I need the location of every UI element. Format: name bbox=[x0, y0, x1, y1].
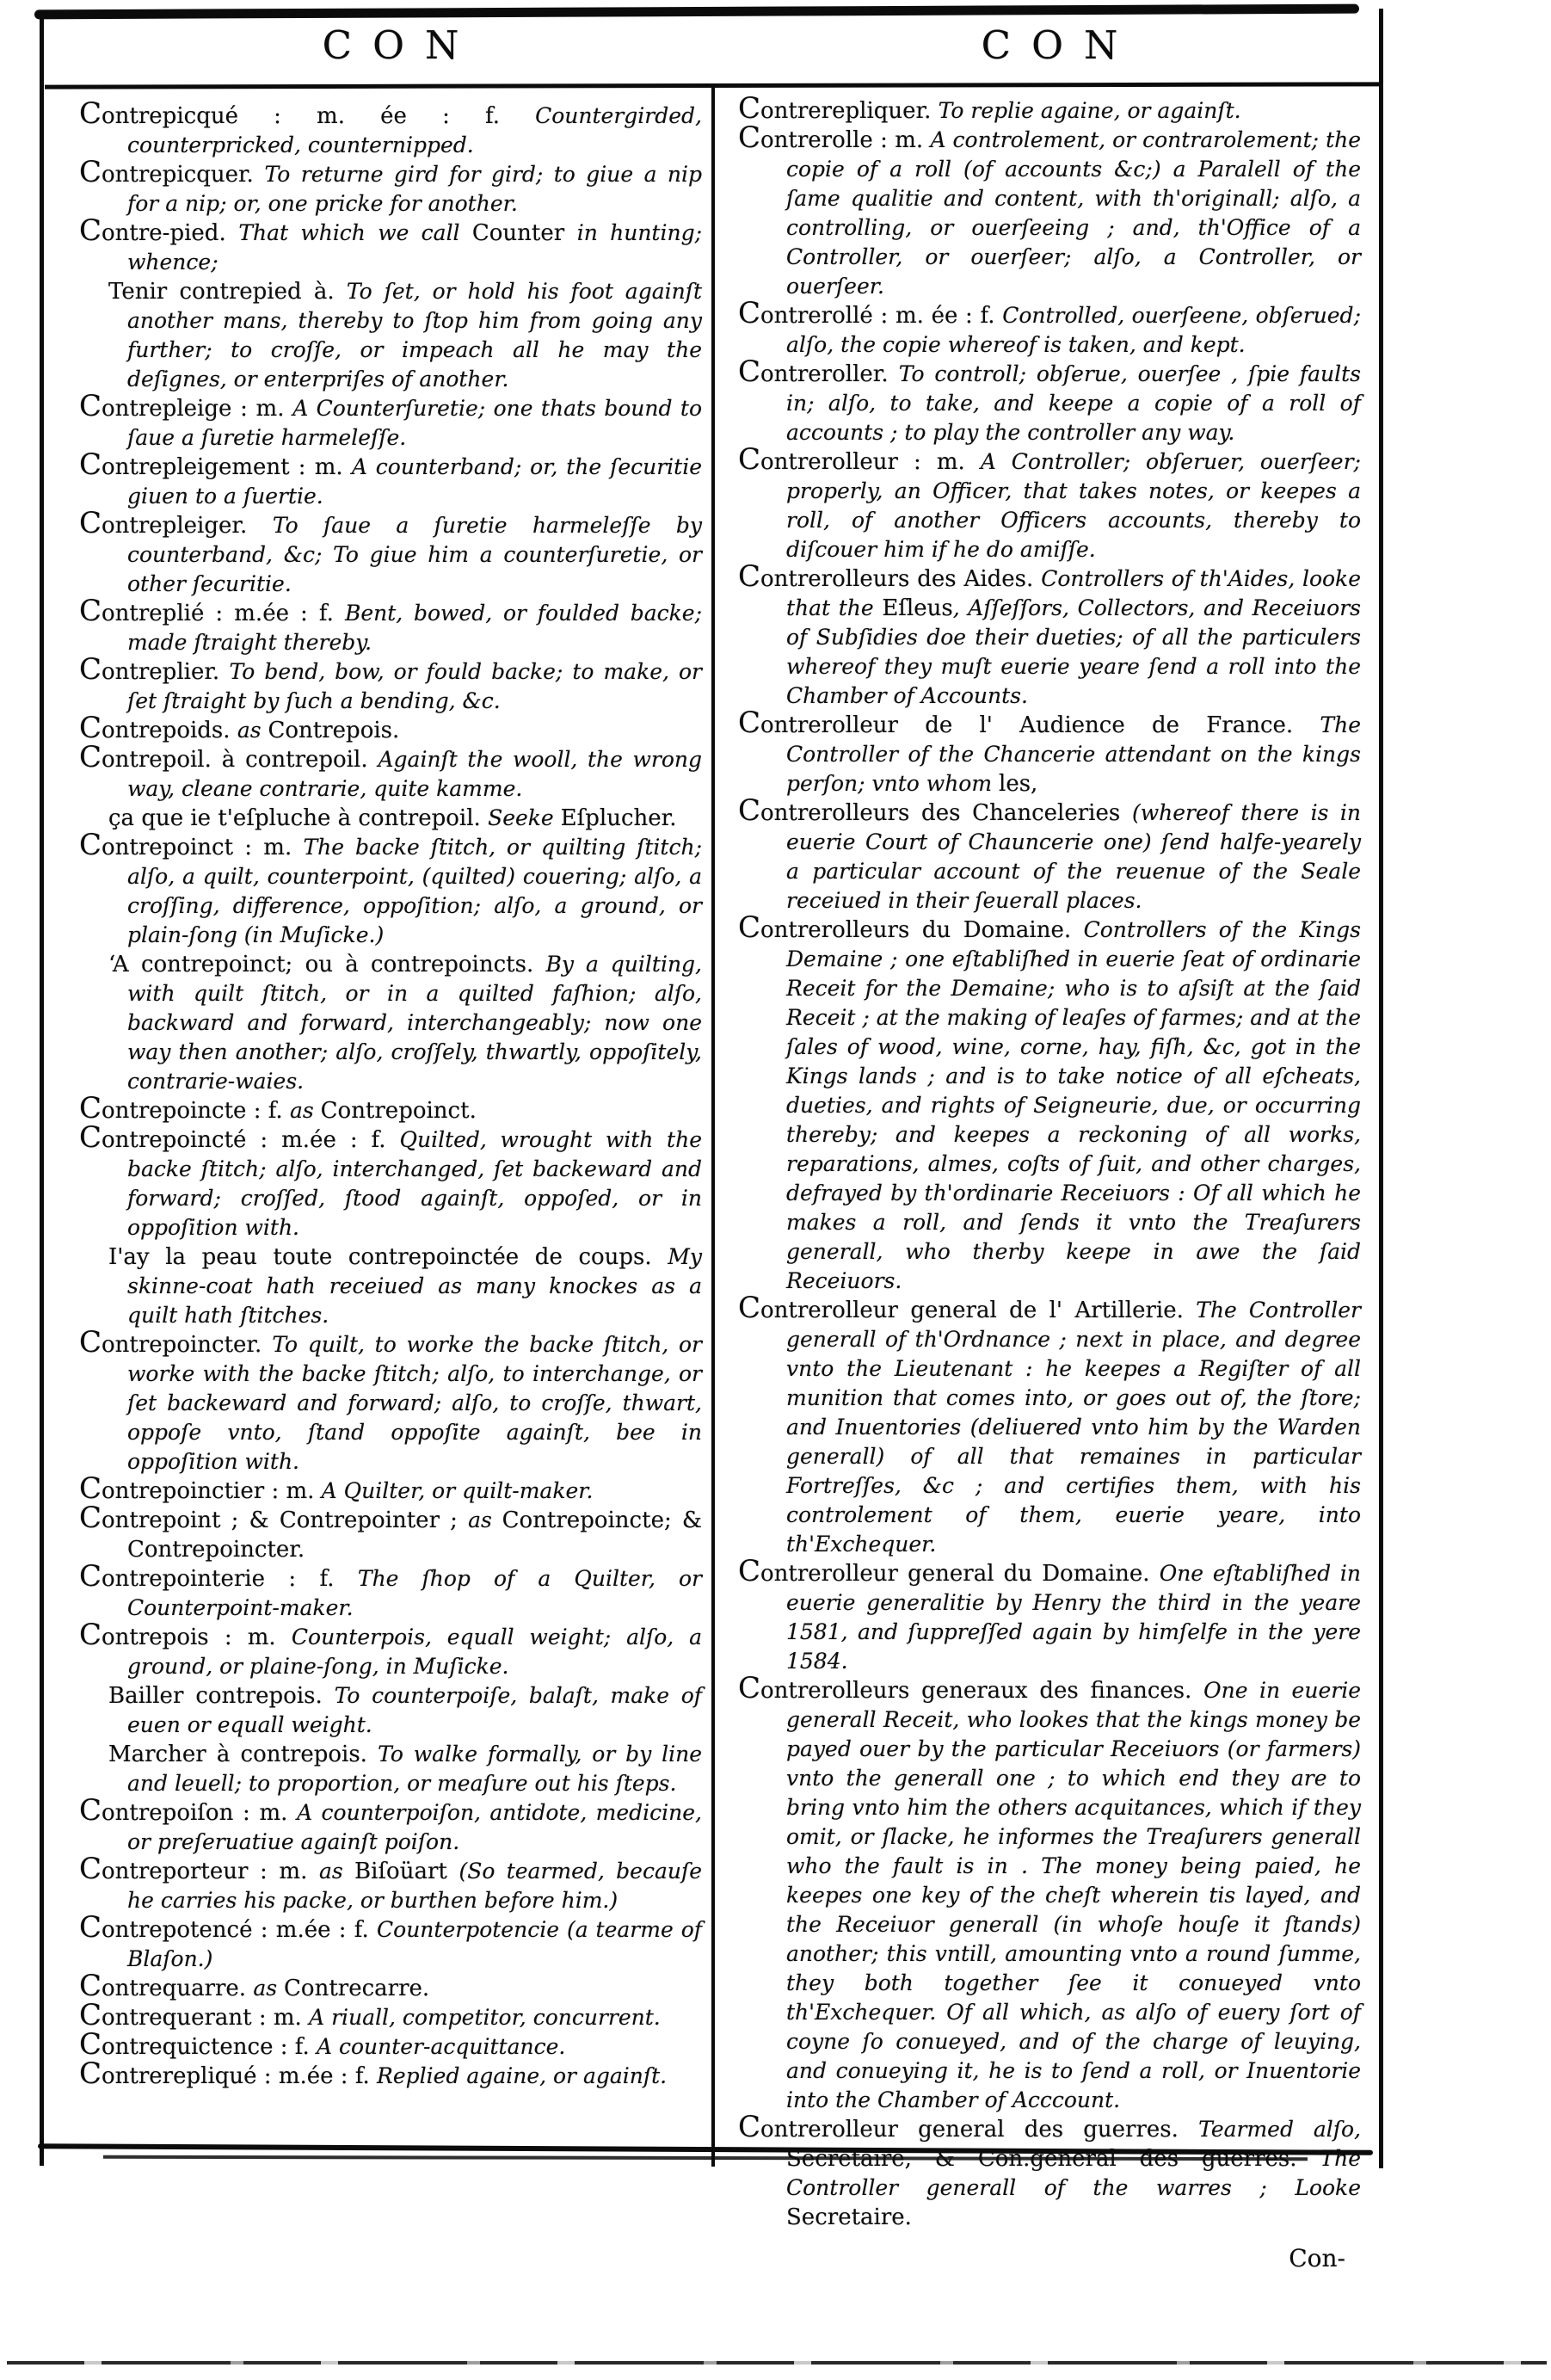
dictionary-entry bbox=[738, 120, 1362, 301]
left-text-column bbox=[79, 96, 703, 2091]
headword-initial: C bbox=[79, 652, 102, 687]
entry-headword: Contrepoids. bbox=[79, 711, 237, 745]
entry-headword: Contrequerant : m. bbox=[79, 1998, 310, 2032]
headword-initial: C bbox=[79, 1325, 102, 1360]
headword-initial: C bbox=[79, 1852, 102, 1886]
entry-definition-italic: A Quilter, or quilt-maker. bbox=[321, 1478, 594, 1503]
dictionary-entry bbox=[79, 740, 702, 804]
entry-headword: Contre-pied. bbox=[79, 213, 239, 248]
entry-text-roman: Secretaire, & Con.general des guerres. bbox=[786, 2146, 1320, 2172]
entry-definition-italic: Replied againe, or againſt. bbox=[377, 2063, 668, 2088]
entry-headword: Contrepleiger. bbox=[79, 506, 273, 540]
dictionary-entry bbox=[738, 793, 1361, 916]
entry-definition-italic: (So tearmed, becauſe he carries his packe, or burthen before him.) bbox=[127, 1859, 703, 1913]
entry-headword: Contrerolleurs generaux des finances. bbox=[738, 1671, 1204, 1705]
headword-initial: C bbox=[79, 2027, 102, 2062]
entry-definition-italic: A Counterſuretie; one thats bound to ſaue a ſuretie harmeleſſe. bbox=[127, 396, 703, 450]
entry-headword: Contrepoil. à contrepoil. bbox=[79, 740, 379, 774]
entry-definition-italic: A counterband; or, the ſecuritie giuen to a ſuertie. bbox=[127, 454, 703, 509]
entry-text-roman: Contrepois. bbox=[268, 718, 400, 743]
entry-definition-italic: Bent, bowed, or foulded backe; made ſtraight thereby. bbox=[127, 601, 702, 655]
entry-definition-italic: Tearmed alſo, bbox=[1198, 2117, 1361, 2142]
entry-definition-italic: To replie againe, or againſt. bbox=[938, 98, 1241, 123]
headword-initial: C bbox=[738, 355, 761, 389]
headword-initial: C bbox=[738, 706, 761, 740]
dictionary-entry bbox=[79, 652, 702, 716]
dictionary-entry bbox=[79, 1501, 702, 1564]
entry-definition-italic: as bbox=[318, 1859, 355, 1884]
entry-headword: Contrepoinctier : m. bbox=[79, 1471, 322, 1506]
dictionary-entry bbox=[79, 1471, 702, 1506]
right-border-rule bbox=[1379, 9, 1383, 2168]
right-text-column bbox=[738, 91, 1362, 2273]
headword-initial: C bbox=[79, 740, 102, 774]
headword-initial: C bbox=[79, 506, 102, 540]
dictionary-entry bbox=[79, 506, 702, 599]
headword-initial: C bbox=[79, 711, 102, 745]
headword-initial: C bbox=[79, 96, 102, 131]
entry-headword: ‘A contrepoinct; ou à contrepoincts. bbox=[108, 952, 546, 977]
dictionary-entry bbox=[79, 213, 702, 277]
headword-initial: C bbox=[738, 442, 761, 477]
headword-initial: C bbox=[79, 1998, 102, 2032]
entry-definition-italic: A Controller; obſeruer, ouerſeer; properly, an Officer, that takes notes, or keepes a roll, of another Officers accounts, thereby to diſcouer him if he do amiſſe. bbox=[786, 449, 1361, 562]
entry-headword: Contrepois : m. bbox=[79, 1618, 292, 1652]
headword-initial: C bbox=[79, 1559, 102, 1594]
running-head-right: CON bbox=[981, 22, 1139, 68]
entry-headword: Contreplié : m.ée : f. bbox=[79, 594, 345, 628]
dictionary-entry bbox=[79, 96, 702, 160]
entry-text-roman: Contrepoinct. bbox=[320, 1098, 477, 1124]
entry-headword: Contrepointerie : f. bbox=[79, 1559, 358, 1594]
entry-headword: Contrerolleurs du Domaine. bbox=[738, 910, 1084, 945]
dictionary-entry bbox=[79, 1681, 702, 1740]
dictionary-entry bbox=[79, 1242, 702, 1330]
headword-initial: C bbox=[79, 1618, 102, 1652]
headword-initial: C bbox=[79, 213, 102, 248]
entry-definition-italic: in hunting; whence; bbox=[127, 220, 702, 274]
dictionary-entry bbox=[79, 804, 702, 833]
dictionary-entry bbox=[738, 91, 1361, 126]
dictionary-entry bbox=[79, 155, 702, 219]
dictionary-entry bbox=[738, 442, 1361, 564]
entry-headword: ça que ie t'eſpluche à contrepoil. bbox=[108, 805, 489, 831]
entry-definition-italic: My skinne-coat hath receiued as many knockes as a quilt hath ſtitches. bbox=[127, 1244, 702, 1328]
dictionary-entry bbox=[79, 1559, 703, 1623]
entry-definition-italic: Counterpotencie (a tearme of Blaſon.) bbox=[127, 1917, 703, 1971]
entry-headword: Contrerollé : m. ée : f. bbox=[738, 296, 1003, 330]
headword-initial: C bbox=[738, 120, 761, 155]
entry-definition-italic: , Aſſeſſors, Collectors, and Receiuors of Subſidies doe their dueties; of all the particulers whereof they muſt euerie yeare ſend a roll into the Chamber of Accounts. bbox=[786, 595, 1361, 708]
entry-definition-italic: To counterpoiſe, balaſt, make of euen or equall weight. bbox=[127, 1683, 702, 1737]
dictionary-entry bbox=[738, 910, 1361, 1296]
entry-headword: Contrerolleur general des guerres. bbox=[738, 2110, 1199, 2144]
dictionary-entry bbox=[738, 1671, 1361, 2115]
entry-definition-italic: Againſt the wooll, the wrong way, cleane contrarie, quite kamme. bbox=[127, 747, 702, 801]
headword-initial: C bbox=[79, 1910, 102, 1945]
entry-headword: Contrerolleurs des Aides. bbox=[738, 559, 1042, 594]
entry-definition-italic: A counter-acquittance. bbox=[317, 2034, 566, 2059]
dictionary-entry bbox=[79, 1325, 702, 1477]
entry-headword: Contrepicquer. bbox=[79, 155, 265, 189]
dictionary-entry bbox=[79, 711, 702, 745]
entry-headword: Contrerolleur : m. bbox=[738, 442, 981, 477]
dictionary-entry bbox=[79, 1618, 702, 1681]
dictionary-entry bbox=[79, 447, 703, 511]
entry-definition-italic: One eſtabliſhed in euerie generalitie by Henry the third in the yeare 1581, and ſuppreſſed again by himſelfe in the yere 1584. bbox=[786, 1561, 1361, 1674]
entry-text-roman: Biſoüart bbox=[354, 1859, 459, 1884]
entry-definition-italic: Controlled, ouerſeene, obſerued; alſo, the copie whereof is taken, and kept. bbox=[786, 303, 1361, 357]
dictionary-entry bbox=[738, 355, 1361, 447]
top-border-rule bbox=[34, 4, 1359, 20]
entry-headword: Contrequarre. bbox=[79, 1969, 254, 2003]
headword-initial: C bbox=[738, 91, 761, 126]
column-divider-rule bbox=[711, 86, 715, 2167]
entry-headword: Contrepicqué : m. ée : f. bbox=[79, 96, 536, 131]
entry-definition-italic: To returne gird for gird; to giue a nip for a nip; or, one pricke for another. bbox=[127, 162, 702, 216]
entry-definition-italic: By a quilting, with quilt ſtitch, or in a quilted faſhion; alſo, backward and forward, interchangeably; now one way then another; alſo, croſſely, thwartly, oppoſitely, contrarie-waies. bbox=[127, 952, 702, 1094]
dictionary-entry bbox=[79, 1969, 702, 2003]
entry-headword: Contrepoincter. bbox=[79, 1325, 273, 1360]
dictionary-entry bbox=[79, 1091, 702, 1125]
headword-initial: C bbox=[79, 1969, 102, 2003]
entry-text-roman: Eſleus bbox=[882, 595, 953, 621]
dictionary-entry bbox=[79, 277, 702, 394]
catchword: Con- bbox=[1289, 2244, 1345, 2272]
headword-initial: C bbox=[79, 594, 102, 628]
entry-headword: Contrerolleur de l' Audience de France. bbox=[738, 706, 1320, 740]
entry-definition-italic: To ſet, or hold his foot againſt another mans, thereby to ſtop him from going any further; to croſſe, or impeach all he may the deſignes, or enterpriſes of another. bbox=[127, 279, 702, 392]
entry-text-roman: Counter bbox=[471, 220, 577, 246]
entry-definition-italic: Counterpois, equall weight; alſo, a ground, or plaine-ſong, in Muſicke. bbox=[127, 1625, 702, 1679]
entry-headword: Contrepotencé : m.ée : f. bbox=[79, 1910, 378, 1945]
entry-headword: Marcher à contrepois. bbox=[108, 1742, 379, 1767]
dictionary-entry bbox=[738, 706, 1361, 798]
entry-definition-italic: To walke formally, or by line and leuell; to proportion, or meaſure out his ſteps. bbox=[127, 1742, 702, 1796]
entry-headword: Contrerepliqué : m.ée : f. bbox=[79, 2056, 378, 2091]
headword-initial: C bbox=[79, 2056, 102, 2091]
headword-initial: C bbox=[738, 1671, 761, 1705]
entry-headword: Contrerolleur general de l' Artillerie. bbox=[738, 1291, 1197, 1325]
dictionary-entry bbox=[79, 1910, 703, 1974]
entry-definition-italic: Quilted, wrought with the backe ſtitch; alſo, interchanged, ſet backeward and forward; croſſed, ſtood againſt, oppoſed, or in oppoſition with. bbox=[127, 1127, 702, 1240]
entry-definition-italic: A controlement, or contrarolement; the copie of a roll (of accounts &c;) a Paralell of the ſame qualitie and content, with th'originall; alſo, a controlling, or ouerſeeing ; and, th'Office of a Controller, or ouerſeer; alſo, a Controller, or ouerſeer. bbox=[786, 127, 1362, 299]
entry-headword: Contrepoincté : m.ée : f. bbox=[79, 1120, 400, 1155]
headword-initial: C bbox=[79, 389, 102, 423]
page-edge-scan-line bbox=[7, 2361, 1547, 2365]
entry-definition-italic: Controllers of th'Aides, looke that the bbox=[786, 566, 1361, 620]
entry-definition-italic: Controllers of the Kings Demaine ; one eſtabliſhed in euerie ſeat of ordinarie Receit for the Demaine; who is to aſsiſt at the ſaid Receit ; at the making of leaſes of farmes; and at the ſales of wood, wine, corne, hay, fiſh, &c, got in the Kings lands ; and is to take notice of all eſcheats, dueties, and rights of Seigneurie, due, or occurring thereby; and keepes a reckoning of all works, reparations, almes, coſts of ſuit, and other charges, defrayed by th'ordinarie Receiuors : Of all which he makes a roll, and ſends it vnto the Treaſurers generall, who therby keepe in awe the ſaid Receiuors. bbox=[786, 917, 1361, 1293]
running-head-left: CON bbox=[322, 22, 480, 68]
entry-definition-italic: The Controller generall of th'Ordnance ; next in place, and degree vnto the Lieutenant : he keepes a Regiſter of all munition that comes into, or goes out of, the ſtore; and Inuentories (deliuered vnto him by the Warden generall) of all that remaines in particular Fortreſſes, &c ; and certifies them, with his controlement of them, euerie yeare, into th'Exchequer. bbox=[786, 1298, 1361, 1557]
headword-initial: C bbox=[79, 1091, 102, 1125]
entry-definition-italic: The Controller of the Chancerie attendant on the kings perſon; vnto whom bbox=[786, 712, 1361, 796]
entry-headword: Bailler contrepois. bbox=[108, 1683, 335, 1709]
entry-definition-italic: A riuall, competitor, concurrent. bbox=[309, 2005, 661, 2030]
entry-headword: Contrepoinct : m. bbox=[79, 828, 304, 862]
entry-definition-italic: as bbox=[468, 1508, 502, 1532]
dictionary-entry bbox=[738, 1291, 1361, 1559]
entry-headword: Contreporteur : m. bbox=[79, 1852, 319, 1886]
dictionary-entry bbox=[79, 828, 702, 950]
entry-definition-italic: A counterpoiſon, antidote, medicine, or preſeruatiue againſt poiſon. bbox=[127, 1800, 702, 1854]
entry-headword: Contrerolle : m. bbox=[738, 120, 931, 155]
entry-definition-italic: To bend, bow, or fould backe; to make, or ſet ſtraight by ſuch a bending, &c. bbox=[127, 659, 702, 713]
dictionary-entry bbox=[738, 296, 1361, 360]
entry-headword: Contrerolleurs des Chanceleries bbox=[738, 793, 1132, 828]
entry-definition-italic: The Controller generall of the warres ; Looke bbox=[786, 2146, 1361, 2200]
headword-initial: C bbox=[738, 296, 761, 330]
entry-definition-italic: as bbox=[237, 718, 268, 743]
entry-text-roman: Eſplucher. bbox=[560, 805, 677, 831]
entry-definition-italic: Countergirded, counterpricked, counternipped. bbox=[127, 103, 702, 157]
headword-initial: C bbox=[738, 559, 761, 594]
headword-initial: C bbox=[738, 793, 761, 828]
dictionary-entry bbox=[79, 1740, 702, 1798]
headword-initial: C bbox=[738, 910, 761, 945]
entry-headword: Contrerepliquer. bbox=[738, 91, 939, 126]
dictionary-entry bbox=[79, 2056, 702, 2091]
entry-text-roman: Contrepoincte; & Contrepoincter. bbox=[127, 1508, 702, 1563]
entry-definition-italic: To controll; obſerue, ouerſee , ſpie faults in; alſo, to take, and keepe a copie of a roll of accounts ; to play the controller any way. bbox=[786, 361, 1361, 445]
headword-initial: C bbox=[738, 2110, 761, 2144]
entry-headword: Contreroller. bbox=[738, 355, 899, 389]
dictionary-entry bbox=[738, 2110, 1361, 2232]
entry-definition-italic: To quilt, to worke the backe ſtitch, or worke with the backe ſtitch; alſo, to interchange, or ſet backeward and forward; alſo, to croſſe, thwart, oppoſe vnto, ſtand oppoſite againſt, bee in oppoſition with. bbox=[127, 1332, 702, 1474]
headword-initial: C bbox=[738, 1554, 761, 1588]
entry-definition-italic: To ſaue a ſuretie harmeleſſe by counterband, &c; To giue him a counterſuretie, or other ſecuritie. bbox=[127, 513, 702, 596]
entry-definition-italic: The ſhop of a Quilter, or Counterpoint-maker. bbox=[127, 1566, 703, 1620]
entry-headword: Tenir contrepied à. bbox=[108, 279, 347, 305]
dictionary-entry bbox=[738, 559, 1361, 711]
entry-headword: Contrepoint ; & Contrepointer ; bbox=[79, 1501, 469, 1535]
entry-definition-italic: as bbox=[289, 1098, 321, 1123]
entry-text-roman: Secretaire. bbox=[786, 2204, 912, 2230]
entry-text-roman: les, bbox=[999, 771, 1038, 797]
dictionary-entry bbox=[79, 1793, 702, 1857]
entry-definition-italic: as bbox=[253, 1976, 285, 2001]
entry-headword: Contrepleige : m. bbox=[79, 389, 293, 423]
headword-initial: C bbox=[79, 155, 102, 189]
headword-initial: C bbox=[79, 1471, 102, 1506]
dictionary-entry bbox=[79, 950, 702, 1096]
entry-definition-italic: The backe ſtitch, or quilting ſtitch; alſo, a quilt, counterpoint, (quilted) couering; alſo, a croſſing, difference, oppoſition; alſo, a ground, or plain-ſong (in Muſicke.) bbox=[127, 835, 702, 947]
entry-definition-italic: One in euerie generall Receit, who lookes that the kings money be payed ouer by the particular Receiuors (or farmers) vnto the generall one ; to which end they are to bring vnto him the others acquitances, which if they omit, or ſlacke, he informes the Treaſurers generall who the fault is in . The money being paied, he keepes one key of the cheſt wherein tis layed, and the Receiuor generall (in whoſe houſe it ſtands) another; this vntill, amounting vnto a round ſumme, they both together ſee it conueyed vnto th'Exchequer. Of all which, as alſo of euery ſort of coyne ſo conueyed, and of the charge of leuying, and conueying it, he is to ſend a roll, or Inuentorie into the Chamber of Acccount. bbox=[786, 1678, 1361, 2112]
entry-headword: I'ay la peau toute contrepoinctée de coups. bbox=[108, 1244, 668, 1270]
entry-text-roman: Contrecarre. bbox=[284, 1976, 430, 2001]
entry-headword: Contrepoincte : f. bbox=[79, 1091, 290, 1125]
headword-initial: C bbox=[79, 447, 102, 482]
entry-definition-italic: That which we call bbox=[238, 220, 472, 245]
dictionary-entry bbox=[79, 594, 702, 657]
entry-headword: Contreplier. bbox=[79, 652, 230, 687]
dictionary-entry bbox=[79, 1852, 703, 1915]
entry-definition-italic: (whereof there is in euerie Court of Chauncerie one) ſend halfe-yearely a particular account of the reuenue of the Seale receiued in their ſeuerall places. bbox=[786, 800, 1361, 913]
dictionary-entry bbox=[79, 1120, 702, 1242]
headword-initial: C bbox=[79, 1501, 102, 1535]
dictionary-entry bbox=[79, 1998, 702, 2032]
headword-initial: C bbox=[79, 1793, 102, 1828]
entry-headword: Contrepleigement : m. bbox=[79, 447, 352, 482]
dictionary-entry bbox=[738, 1554, 1361, 1676]
dictionary-entry bbox=[79, 2027, 702, 2062]
entry-definition-italic: Seeke bbox=[488, 805, 561, 830]
headword-initial: C bbox=[79, 1120, 102, 1155]
dictionary-entry bbox=[79, 389, 703, 453]
entry-headword: Contrequictence : f. bbox=[79, 2027, 317, 2062]
headword-initial: C bbox=[738, 1291, 761, 1325]
left-border-rule bbox=[40, 10, 44, 2166]
entry-headword: Contrerolleur general du Domaine. bbox=[738, 1554, 1160, 1588]
headword-initial: C bbox=[79, 828, 102, 862]
entry-headword: Contrepoiſon : m. bbox=[79, 1793, 298, 1828]
